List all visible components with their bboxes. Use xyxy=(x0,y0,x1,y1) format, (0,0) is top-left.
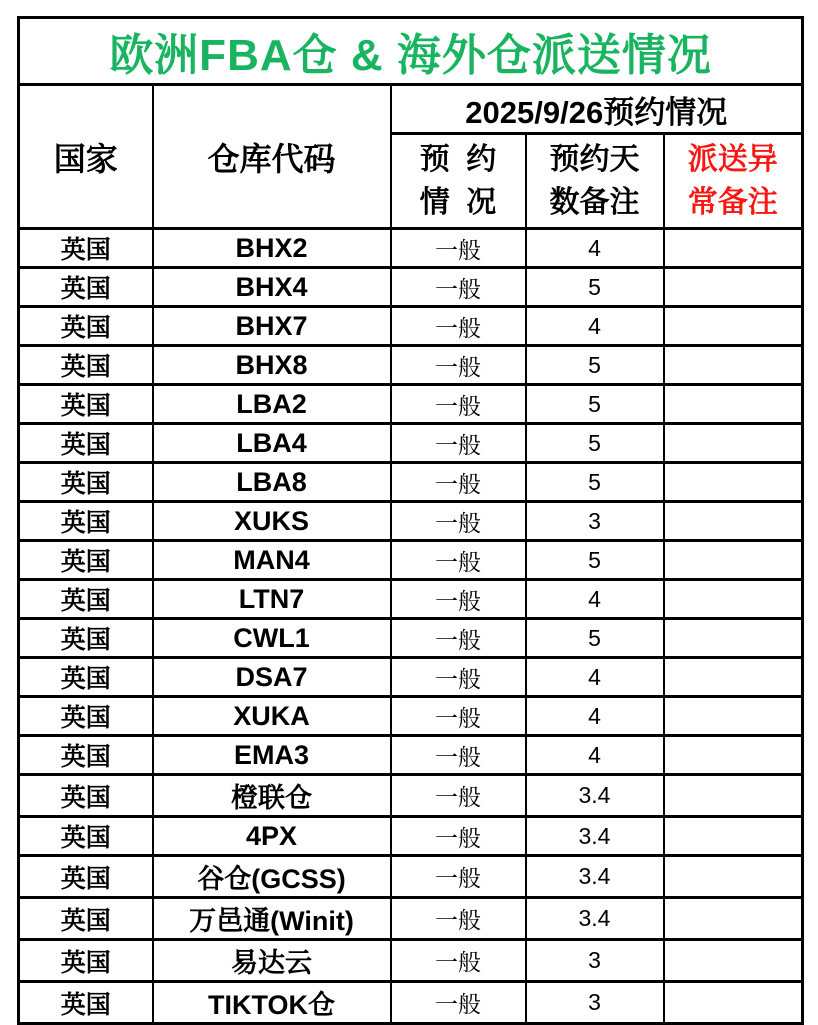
appointment-days-cell: 5 xyxy=(526,268,664,307)
country-cell: 英国 xyxy=(19,898,153,940)
appointment-status-cell: 一般 xyxy=(391,898,526,940)
appointment-status-cell: 一般 xyxy=(391,619,526,658)
column-header-date-appointment: 2025/9/26预约情况 xyxy=(391,85,803,134)
appointment-status-cell: 一般 xyxy=(391,940,526,982)
appointment-days-label-line1: 预约天 xyxy=(549,142,640,176)
appointment-status-cell: 一般 xyxy=(391,463,526,502)
appointment-status-cell: 一般 xyxy=(391,817,526,856)
delivery-abnormal-cell xyxy=(664,658,803,697)
column-header-appointment-status xyxy=(391,134,526,229)
appointment-days-cell: 5 xyxy=(526,463,664,502)
appointment-status-cell: 一般 xyxy=(391,307,526,346)
table-row xyxy=(19,898,803,940)
appointment-days-cell: 3.4 xyxy=(526,817,664,856)
delivery-abnormal-cell xyxy=(664,541,803,580)
delivery-abnormal-cell xyxy=(664,424,803,463)
appointment-days-cell: 4 xyxy=(526,697,664,736)
appointment-days-cell: 5 xyxy=(526,541,664,580)
appointment-status-label-line1: 预约 xyxy=(419,142,513,176)
delivery-abnormal-cell xyxy=(664,697,803,736)
warehouse-code-cell: 易达云 xyxy=(153,940,391,982)
column-header-warehouse-code: 仓库代码 xyxy=(153,85,391,229)
country-cell: 英国 xyxy=(19,463,153,502)
appointment-status-cell: 一般 xyxy=(391,385,526,424)
delivery-abnormal-cell xyxy=(664,898,803,940)
table-row xyxy=(19,307,803,346)
appointment-days-cell: 4 xyxy=(526,658,664,697)
delivery-abnormal-cell xyxy=(664,502,803,541)
appointment-status-cell: 一般 xyxy=(391,346,526,385)
table-row xyxy=(19,268,803,307)
country-cell: 英国 xyxy=(19,385,153,424)
warehouse-code-cell: 橙联仓 xyxy=(153,775,391,817)
warehouse-code-cell: LBA2 xyxy=(153,385,391,424)
warehouse-code-cell: MAN4 xyxy=(153,541,391,580)
country-cell: 英国 xyxy=(19,502,153,541)
appointment-days-cell: 5 xyxy=(526,346,664,385)
warehouse-code-cell: 4PX xyxy=(153,817,391,856)
appointment-days-cell: 3.4 xyxy=(526,856,664,898)
delivery-abnormal-cell xyxy=(664,346,803,385)
warehouse-code-cell: XUKS xyxy=(153,502,391,541)
table-row xyxy=(19,463,803,502)
appointment-status-label-line2: 情况 xyxy=(419,186,513,219)
country-cell: 英国 xyxy=(19,736,153,775)
warehouse-code-cell: 万邑通(Winit) xyxy=(153,898,391,940)
country-cell: 英国 xyxy=(19,268,153,307)
delivery-abnormal-cell xyxy=(664,307,803,346)
appointment-days-label-line2: 数备注 xyxy=(549,186,640,219)
delivery-abnormal-cell xyxy=(664,268,803,307)
table-row xyxy=(19,385,803,424)
appointment-days-cell: 4 xyxy=(526,229,664,268)
table-row xyxy=(19,940,803,982)
appointment-status-cell: 一般 xyxy=(391,229,526,268)
appointment-status-cell: 一般 xyxy=(391,268,526,307)
country-cell: 英国 xyxy=(19,658,153,697)
appointment-status-cell: 一般 xyxy=(391,982,526,1024)
delivery-abnormal-cell xyxy=(664,940,803,982)
column-header-appointment-days xyxy=(526,134,664,229)
appointment-status-cell: 一般 xyxy=(391,856,526,898)
page-title: 欧洲FBA仓 & 海外仓派送情况 xyxy=(19,18,803,85)
delivery-abnormal-cell xyxy=(664,385,803,424)
table-row xyxy=(19,580,803,619)
delivery-abnormal-cell xyxy=(664,580,803,619)
appointment-days-cell: 5 xyxy=(526,385,664,424)
appointment-days-cell: 3 xyxy=(526,982,664,1024)
country-cell: 英国 xyxy=(19,580,153,619)
appointment-status-cell: 一般 xyxy=(391,736,526,775)
country-cell: 英国 xyxy=(19,817,153,856)
appointment-status-cell: 一般 xyxy=(391,697,526,736)
appointment-days-cell: 4 xyxy=(526,736,664,775)
country-cell: 英国 xyxy=(19,229,153,268)
warehouse-code-cell: XUKA xyxy=(153,697,391,736)
country-cell: 英国 xyxy=(19,346,153,385)
country-cell: 英国 xyxy=(19,775,153,817)
warehouse-code-cell: BHX4 xyxy=(153,268,391,307)
appointment-days-cell: 5 xyxy=(526,619,664,658)
table-row xyxy=(19,619,803,658)
appointment-status-cell: 一般 xyxy=(391,424,526,463)
appointment-status-cell: 一般 xyxy=(391,775,526,817)
warehouse-code-cell: TIKTOK仓 xyxy=(153,982,391,1024)
delivery-abnormal-cell xyxy=(664,229,803,268)
table-row xyxy=(19,424,803,463)
country-cell: 英国 xyxy=(19,856,153,898)
delivery-abnormal-cell xyxy=(664,775,803,817)
table-row xyxy=(19,856,803,898)
appointment-days-cell: 5 xyxy=(526,424,664,463)
delivery-abnormal-cell xyxy=(664,817,803,856)
delivery-abnormal-cell xyxy=(664,463,803,502)
appointment-days-cell: 4 xyxy=(526,580,664,619)
appointment-status-cell: 一般 xyxy=(391,502,526,541)
appointment-days-cell: 3 xyxy=(526,502,664,541)
appointment-status-cell: 一般 xyxy=(391,580,526,619)
appointment-days-cell: 4 xyxy=(526,307,664,346)
table-row xyxy=(19,982,803,1024)
appointment-days-cell: 3 xyxy=(526,940,664,982)
appointment-status-cell: 一般 xyxy=(391,658,526,697)
table-row xyxy=(19,502,803,541)
delivery-abnormal-label-line2: 常备注 xyxy=(687,186,778,219)
table-row xyxy=(19,541,803,580)
delivery-abnormal-label-line1: 派送异 xyxy=(687,142,778,176)
warehouse-code-cell: DSA7 xyxy=(153,658,391,697)
country-cell: 英国 xyxy=(19,307,153,346)
country-cell: 英国 xyxy=(19,940,153,982)
delivery-abnormal-cell xyxy=(664,619,803,658)
table-row xyxy=(19,346,803,385)
warehouse-code-cell: 谷仓(GCSS) xyxy=(153,856,391,898)
country-cell: 英国 xyxy=(19,541,153,580)
country-cell: 英国 xyxy=(19,424,153,463)
table-row xyxy=(19,775,803,817)
delivery-abnormal-cell xyxy=(664,982,803,1024)
warehouse-code-cell: LBA8 xyxy=(153,463,391,502)
table-row xyxy=(19,697,803,736)
column-header-country: 国家 xyxy=(19,85,153,229)
warehouse-code-cell: BHX2 xyxy=(153,229,391,268)
header-row-top xyxy=(19,85,803,134)
table-row xyxy=(19,229,803,268)
warehouse-code-cell: LTN7 xyxy=(153,580,391,619)
appointment-status-cell: 一般 xyxy=(391,541,526,580)
country-cell: 英国 xyxy=(19,619,153,658)
delivery-status-table xyxy=(17,16,804,1025)
warehouse-code-cell: EMA3 xyxy=(153,736,391,775)
column-header-delivery-abnormal xyxy=(664,134,803,229)
appointment-days-cell: 3.4 xyxy=(526,898,664,940)
table-row xyxy=(19,736,803,775)
warehouse-code-cell: BHX7 xyxy=(153,307,391,346)
appointment-days-cell: 3.4 xyxy=(526,775,664,817)
table-row xyxy=(19,658,803,697)
warehouse-code-cell: BHX8 xyxy=(153,346,391,385)
delivery-abnormal-cell xyxy=(664,736,803,775)
title-row xyxy=(19,18,803,85)
country-cell: 英国 xyxy=(19,982,153,1024)
delivery-abnormal-cell xyxy=(664,856,803,898)
country-cell: 英国 xyxy=(19,697,153,736)
warehouse-code-cell: LBA4 xyxy=(153,424,391,463)
warehouse-code-cell: CWL1 xyxy=(153,619,391,658)
table-row xyxy=(19,817,803,856)
